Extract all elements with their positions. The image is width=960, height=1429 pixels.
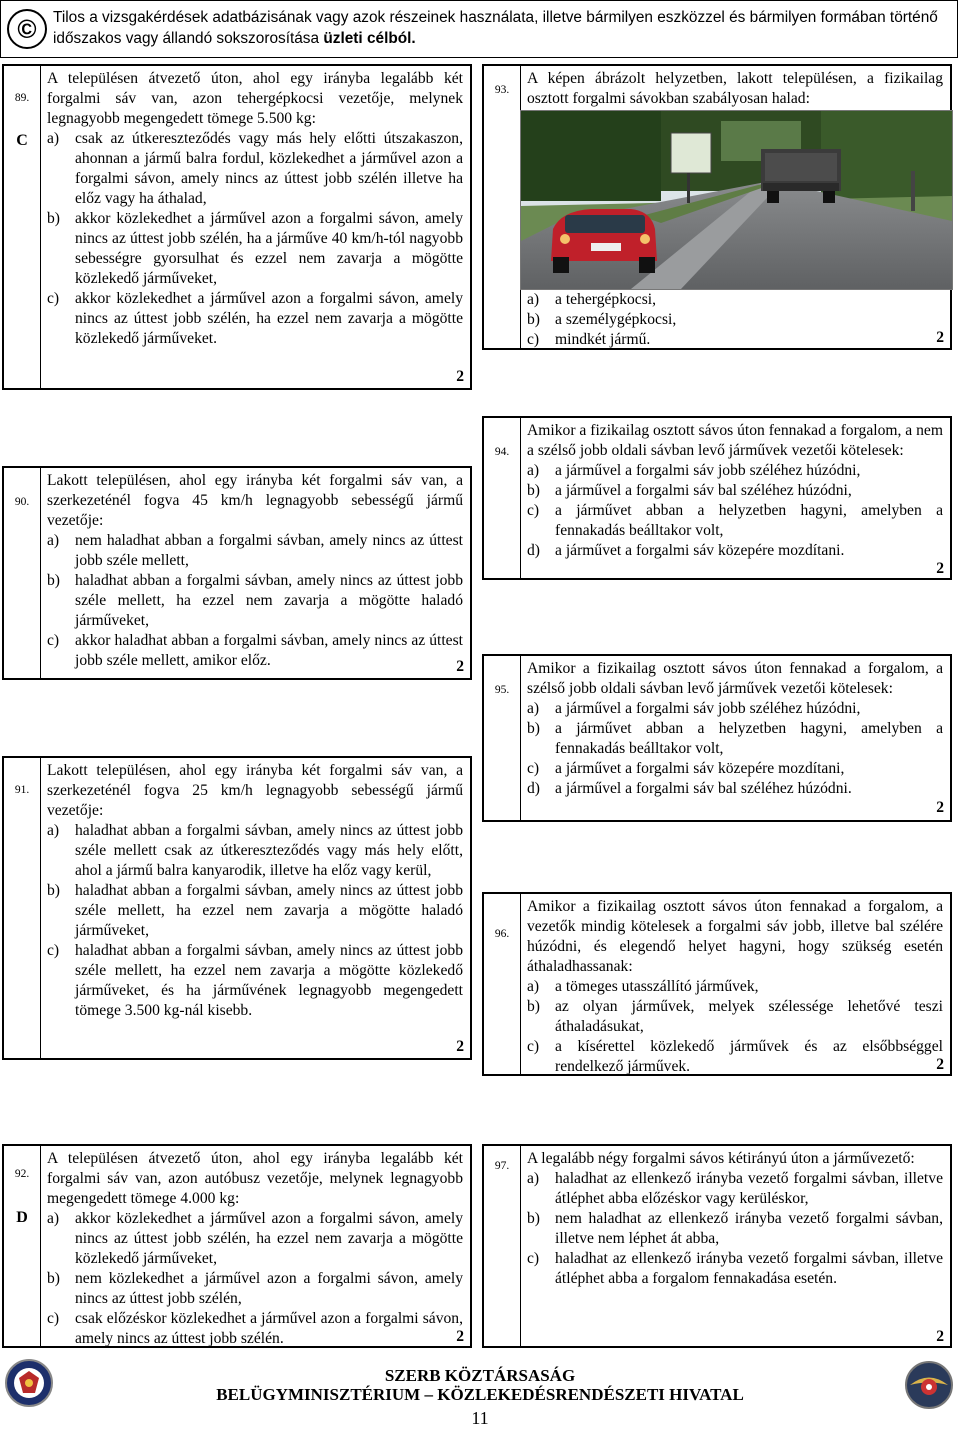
answer-option-a[interactable] xyxy=(47,821,463,881)
question-91 xyxy=(2,756,472,1060)
question-96 xyxy=(482,892,952,1076)
question-stem: Lakott településen, ahol egy irányba két forgalmi sáv van, a szerkezeténél fogva 45 km/h legnagyobb sebességű jármű vezetője: xyxy=(47,472,463,529)
question-number-column xyxy=(4,66,41,388)
option-text: nem haladhat abban a forgalmi sávban, amely nincs az úttest jobb széle mellett, xyxy=(75,532,463,569)
copyright-line2-bold: üzleti célból. xyxy=(323,30,416,47)
answer-option-c[interactable] xyxy=(527,1249,943,1289)
option-label: b) xyxy=(527,998,540,1015)
option-label: c) xyxy=(47,290,60,307)
question-number: 90. xyxy=(14,496,30,508)
answer-option-c[interactable] xyxy=(47,941,463,1021)
question-number-column xyxy=(4,468,41,678)
question-text xyxy=(527,659,943,799)
question-stem: A képen ábrázolt helyzetben, lakott településen, a fizikailag osztott forgalmi sávokban szabályosan halad: xyxy=(527,70,943,107)
answer-option-a[interactable] xyxy=(47,531,463,571)
option-label: a) xyxy=(47,822,60,839)
option-label: b) xyxy=(527,720,540,737)
option-label: d) xyxy=(527,542,540,559)
question-number: 93. xyxy=(494,84,510,96)
question-90 xyxy=(2,466,472,680)
question-93 xyxy=(482,64,952,350)
option-label: a) xyxy=(47,532,60,549)
copyright-notice xyxy=(53,7,953,49)
question-number-column xyxy=(484,1146,521,1346)
question-category: D xyxy=(16,1209,28,1226)
question-category: C xyxy=(16,132,28,149)
option-text: haladhat az ellenkező irányba vezető forgalmi sávban, illetve átléphet abba a forgalom fennakadása esetén. xyxy=(555,1250,943,1287)
question-stem: Amikor a fizikailag osztott sávos úton fennakad a forgalom, a nem a szélső jobb oldali sávban levő járművek vezetői kötelesek: xyxy=(527,422,943,459)
option-label: d) xyxy=(527,780,540,797)
option-text: a tehergépkocsi, xyxy=(555,291,657,308)
option-text: a járművel a forgalmi sáv bal széléhez húzódni. xyxy=(555,780,852,797)
question-points: 2 xyxy=(936,1056,944,1073)
question-number: 94. xyxy=(494,446,510,458)
option-text: nem közlekedhet a járművel azon a forgalmi sávon, amely nincs az úttest jobb szélén, xyxy=(75,1270,463,1307)
option-text: csak az útkereszteződés vagy más hely előtti útszakaszon, ahonnan a jármű balra fordul, közlekedhet a járművel azon a forgalmi sávon, amely nincs az úttest jobb szélén illetve ha előz vagy ha áthalad, xyxy=(75,130,463,207)
option-label: b) xyxy=(47,210,60,227)
question-number: 92. xyxy=(14,1168,30,1180)
question-points: 2 xyxy=(936,560,944,577)
question-text xyxy=(527,897,943,1077)
option-text: mindkét jármű. xyxy=(555,331,651,348)
copyright-header xyxy=(0,0,958,58)
question-number: 96. xyxy=(494,928,510,940)
question-points: 2 xyxy=(936,1328,944,1345)
question-number: 95. xyxy=(494,684,510,696)
option-text: akkor közlekedhet a járművel azon a forgalmi sávon, amely nincs az úttest jobb szélén, ha ezzel nem zavarja a mögötte közlekedő járműveket, xyxy=(75,1210,463,1267)
question-points: 2 xyxy=(936,799,944,816)
question-text xyxy=(527,1149,943,1289)
question-text xyxy=(47,69,463,349)
option-text: a járművel a forgalmi sáv jobb széléhez húzódni, xyxy=(555,700,861,717)
option-label: b) xyxy=(47,572,60,589)
option-text: a járművet abban a helyzetben hagyni, amelyben a fennakadás beálltakor volt, xyxy=(555,720,943,757)
option-text: az olyan járművek, melyek szélessége lehetővé teszi áthaladásukat, xyxy=(555,998,943,1035)
option-text: haladhat abban a forgalmi sávban, amely nincs az úttest jobb széle mellett, ha ezzel nem zavarja a mögötte haladó járműveket, xyxy=(75,572,463,629)
option-text: haladhat abban a forgalmi sávban, amely nincs az úttest jobb széle mellett, ha ezzel nem zavarja a mögötte közlekedő járműveket, és ha járművének legnagyobb megengedett tömege 3.500 kg-nál kisebb. xyxy=(75,942,463,1019)
option-text: a járművel a forgalmi sáv bal széléhez húzódni, xyxy=(555,482,852,499)
answer-option-b[interactable] xyxy=(47,881,463,941)
answer-option-b[interactable] xyxy=(527,310,943,330)
traffic-photo-image xyxy=(521,111,952,289)
option-text: haladhat abban a forgalmi sávban, amely nincs az úttest jobb széle mellett, ha ezzel nem zavarja a mögötte haladó járműveket, xyxy=(75,882,463,939)
question-points: 2 xyxy=(456,1328,464,1345)
option-text: a járművet abban a helyzetben hagyni, amelyben a fennakadás beálltakor volt, xyxy=(555,502,943,539)
question-stem: A településen átvezető úton, ahol egy irányba legalább két forgalmi sáv van, azon tehergépkocsi vezetője, melynek legnagyobb megengedett tömege 5.500 kg: xyxy=(47,70,463,127)
option-label: a) xyxy=(527,978,540,995)
option-label: a) xyxy=(47,1210,60,1227)
copyright-line1: Tilos a vizsgakérdések adatbázisának vagy azok részeinek használata, illetve bármilyen eszközzel és bármilyen formában történő xyxy=(53,9,938,26)
option-label: c) xyxy=(527,760,540,777)
answer-option-b[interactable] xyxy=(527,719,943,759)
option-label: b) xyxy=(47,882,60,899)
option-text: a tömeges utasszállító járművek, xyxy=(555,978,759,995)
option-label: c) xyxy=(527,1038,540,1055)
question-number: 97. xyxy=(494,1160,510,1172)
question-stem: Amikor a fizikailag osztott sávos úton fennakad a forgalom, a vezetők mindig kötelesek a forgalmi sáv jobb, illetve bal szélére húzódni, és elegendő helyet hagyni, hogy szükség esetén áthaladhassanak: xyxy=(527,898,943,975)
option-text: akkor közlekedhet a járművel azon a forgalmi sávon, amely nincs az úttest jobb szélén, ha a járműve 40 km/h-tól nagyobb sebességre gyorsulhat és ezzel nem zavarja a mögötte közlekedő járműveket, xyxy=(75,210,463,287)
option-label: b) xyxy=(527,1210,540,1227)
question-points: 2 xyxy=(456,658,464,675)
question-97 xyxy=(482,1144,952,1348)
question-stem: Lakott településen, ahol egy irányba két forgalmi sáv van, a szerkezeténél fogva 25 km/h legnagyobb sebességű jármű vezetője: xyxy=(47,762,463,819)
answer-option-b[interactable] xyxy=(527,997,943,1037)
question-95 xyxy=(482,654,952,822)
option-label: b) xyxy=(527,482,540,499)
footer-country: SZERB KÖZTÁRSASÁG xyxy=(384,1366,576,1385)
answer-option-c[interactable] xyxy=(527,759,943,779)
copyright-line2-text: időszakos vagy állandó sokszorosítása xyxy=(53,30,324,47)
question-92 xyxy=(2,1144,472,1348)
option-text: nem haladhat az ellenkező irányba vezető forgalmi sávban, illetve nem léphet át abba, xyxy=(555,1210,943,1247)
option-text: a személygépkocsi, xyxy=(555,311,677,328)
option-label: c) xyxy=(527,331,540,348)
answer-option-a[interactable] xyxy=(527,290,943,310)
option-text: a kísérettel közlekedő járművek és az elsőbbséggel rendelkező járművek. xyxy=(555,1038,943,1075)
answer-option-a[interactable] xyxy=(47,1209,463,1269)
answer-option-a[interactable] xyxy=(527,977,943,997)
question-number-column xyxy=(4,1146,41,1346)
answer-option-a[interactable] xyxy=(527,699,943,719)
question-number-column xyxy=(484,66,521,348)
question-text xyxy=(47,761,463,1021)
option-label: c) xyxy=(527,1250,540,1267)
answer-option-c[interactable] xyxy=(47,289,463,349)
option-label: a) xyxy=(47,130,60,147)
answer-option-b[interactable] xyxy=(47,571,463,631)
traffic-photo xyxy=(520,110,953,290)
option-text: akkor közlekedhet a járművel azon a forgalmi sávon, amely nincs az úttest jobb szélén, ha ezzel nem zavarja a mögötte közlekedő járműveket. xyxy=(75,290,463,347)
question-number: 89. xyxy=(14,92,30,104)
option-text: a járművel a forgalmi sáv jobb széléhez húzódni, xyxy=(555,462,861,479)
answer-option-c[interactable] xyxy=(47,631,463,671)
copyright-line2 xyxy=(53,28,953,49)
question-points: 2 xyxy=(936,329,944,346)
option-label: a) xyxy=(527,462,540,479)
answer-option-a[interactable] xyxy=(527,461,943,481)
option-text: haladhat abban a forgalmi sávban, amely nincs az úttest jobb széle mellett csak az útkereszteződés vagy más hely előtt, ahol a jármű balra kanyarodik, illetve ha előz vagy kerül, xyxy=(75,822,463,879)
question-text xyxy=(47,471,463,671)
answer-option-c[interactable] xyxy=(527,501,943,541)
option-label: b) xyxy=(527,311,540,328)
option-text: a járművet a forgalmi sáv közepére mozdítani, xyxy=(555,760,845,777)
question-stem: A településen átvezető úton, ahol egy irányba legalább két forgalmi sáv van, azon autóbusz vezetője, melynek legnagyobb megengedett tömege 4.000 kg: xyxy=(47,1150,463,1207)
option-label: c) xyxy=(47,632,60,649)
answer-option-a[interactable] xyxy=(47,129,463,209)
option-label: c) xyxy=(47,1310,60,1327)
question-text xyxy=(47,1149,463,1349)
question-89 xyxy=(2,64,472,390)
answer-option-c[interactable] xyxy=(527,330,943,350)
option-text: akkor haladhat abban a forgalmi sávban, amely nincs az úttest jobb széle mellett, amikor előz. xyxy=(75,632,463,669)
question-number-column xyxy=(484,656,521,820)
question-number: 91. xyxy=(14,784,30,796)
question-stem: Amikor a fizikailag osztott sávos úton fennakad a forgalom, a szélső jobb oldali sávban levő járművek vezetői kötelesek: xyxy=(527,660,943,697)
page-number: 11 xyxy=(471,1408,489,1428)
question-points: 2 xyxy=(456,368,464,385)
option-label: a) xyxy=(527,291,540,308)
copyright-symbol: © xyxy=(7,9,47,49)
answer-option-d[interactable] xyxy=(527,541,943,561)
option-text: csak előzéskor közlekedhet a járművel azon a forgalmi sávon, amely nincs az úttest jobb szélén. xyxy=(75,1310,463,1347)
answer-option-d[interactable] xyxy=(527,779,943,799)
question-points: 2 xyxy=(456,1038,464,1055)
question-text xyxy=(527,69,943,109)
option-label: a) xyxy=(527,700,540,717)
question-number-column xyxy=(4,758,41,1058)
answer-option-b[interactable] xyxy=(47,1269,463,1309)
answer-option-b[interactable] xyxy=(527,481,943,501)
answer-option-c[interactable] xyxy=(527,1037,943,1077)
question-stem: A legalább négy forgalmi sávos kétirányú úton a járművezető: xyxy=(527,1150,915,1167)
answer-option-b[interactable] xyxy=(47,209,463,289)
question-number-column xyxy=(484,894,521,1074)
answer-option-c[interactable] xyxy=(47,1309,463,1349)
option-text: a járművet a forgalmi sáv közepére mozdítani. xyxy=(555,542,845,559)
question-number-column xyxy=(484,418,521,578)
question-text xyxy=(527,421,943,561)
question-94 xyxy=(482,416,952,580)
option-label: b) xyxy=(47,1270,60,1287)
answer-option-a[interactable] xyxy=(527,1169,943,1209)
footer-ministry: BELÜGYMINISZTÉRIUM – KÖZLEKEDÉSRENDÉSZETI HIVATAL xyxy=(216,1385,744,1404)
option-label: a) xyxy=(527,1170,540,1187)
option-label: c) xyxy=(527,502,540,519)
answer-list xyxy=(527,290,943,350)
traffic-police-emblem-icon xyxy=(904,1360,954,1410)
answer-option-b[interactable] xyxy=(527,1209,943,1249)
option-text: haladhat az ellenkező irányba vezető forgalmi sávban, illetve átléphet abba előzéskor vagy kerüléskor, xyxy=(555,1170,943,1207)
option-label: c) xyxy=(47,942,60,959)
